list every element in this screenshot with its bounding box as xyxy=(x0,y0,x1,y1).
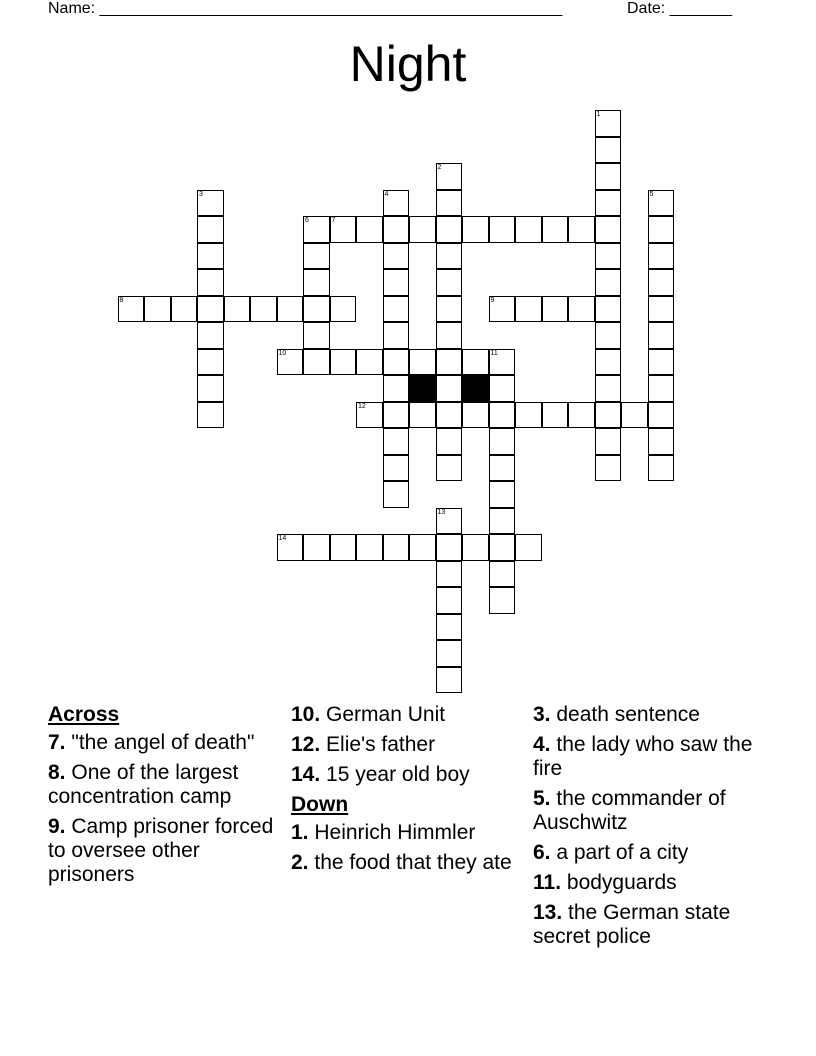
grid-cell[interactable] xyxy=(595,402,622,429)
grid-cell[interactable] xyxy=(595,110,622,137)
grid-cell[interactable] xyxy=(542,216,569,243)
grid-cell[interactable] xyxy=(197,243,224,270)
grid-cell[interactable] xyxy=(489,561,516,588)
grid-cell[interactable] xyxy=(303,216,330,243)
grid-cell[interactable] xyxy=(436,587,463,614)
grid-cell[interactable] xyxy=(542,402,569,429)
grid-cell[interactable] xyxy=(250,296,277,323)
date-field: Date: _______ xyxy=(627,0,732,17)
grid-cell[interactable] xyxy=(436,243,463,270)
grid-cell[interactable] xyxy=(171,296,198,323)
grid-cell[interactable] xyxy=(542,296,569,323)
grid-cell[interactable] xyxy=(383,269,410,296)
grid-cell[interactable] xyxy=(197,269,224,296)
grid-cell[interactable] xyxy=(383,455,410,482)
grid-cell[interactable] xyxy=(515,402,542,429)
clue-number: 6 xyxy=(305,217,309,224)
grid-cell[interactable] xyxy=(489,402,516,429)
grid-cell[interactable] xyxy=(436,322,463,349)
clue-column-1 xyxy=(48,703,288,893)
down-heading: Down xyxy=(291,793,349,816)
grid-cell[interactable] xyxy=(595,137,622,164)
clue-down-11: 11. bodyguards xyxy=(533,871,677,894)
grid-cell[interactable] xyxy=(436,455,463,482)
grid-cell[interactable] xyxy=(409,402,436,429)
grid-cell[interactable] xyxy=(489,296,516,323)
grid-cell[interactable] xyxy=(489,587,516,614)
grid-cell[interactable] xyxy=(595,243,622,270)
grid-cell[interactable] xyxy=(277,296,304,323)
clue-across-9: 9. Camp prisoner forced to oversee other prisoners xyxy=(48,815,274,886)
grid-cell[interactable] xyxy=(330,216,357,243)
grid-cell[interactable] xyxy=(436,508,463,535)
grid-cell[interactable] xyxy=(595,428,622,455)
clue-number: 4 xyxy=(384,190,389,198)
grid-cell[interactable] xyxy=(595,322,622,349)
grid-cell[interactable] xyxy=(118,296,145,323)
grid-cell[interactable] xyxy=(462,534,489,561)
grid-cell[interactable] xyxy=(621,402,648,429)
grid-cell[interactable] xyxy=(409,534,436,561)
grid-cell[interactable] xyxy=(330,534,357,561)
grid-cell[interactable] xyxy=(515,296,542,323)
grid-cell[interactable] xyxy=(383,402,410,429)
grid-cell[interactable] xyxy=(595,375,622,402)
grid-cell[interactable] xyxy=(436,667,463,694)
grid-cell[interactable] xyxy=(383,375,410,402)
clue-across-12: 12. Elie's father xyxy=(291,733,436,756)
grid-cell[interactable] xyxy=(568,402,595,429)
grid-cell[interactable] xyxy=(489,349,516,376)
grid-cell[interactable] xyxy=(197,375,224,402)
name-field: Name: ____________________________________________________ xyxy=(48,0,563,17)
grid-cell[interactable] xyxy=(648,322,675,349)
grid-cell[interactable] xyxy=(277,349,304,376)
grid-cell[interactable] xyxy=(436,269,463,296)
clue-across-10: 10. German Unit xyxy=(291,703,446,726)
grid-cell[interactable] xyxy=(436,402,463,429)
grid-cell[interactable] xyxy=(303,349,330,376)
grid-cell[interactable] xyxy=(356,402,383,429)
clue-down-4: 4. the lady who saw the fire xyxy=(533,733,753,780)
grid-cell[interactable] xyxy=(356,349,383,376)
grid-cell[interactable] xyxy=(568,216,595,243)
grid-cell[interactable] xyxy=(409,349,436,376)
grid-cell[interactable] xyxy=(462,402,489,429)
grid-cell[interactable] xyxy=(489,375,516,402)
grid-cell[interactable] xyxy=(383,296,410,323)
grid-cell[interactable] xyxy=(436,296,463,323)
grid-cell[interactable] xyxy=(515,216,542,243)
grid-cell[interactable] xyxy=(489,508,516,535)
grid-cell[interactable] xyxy=(489,455,516,482)
clue-across-14: 14. 15 year old boy xyxy=(291,763,470,786)
grid-cell[interactable] xyxy=(197,296,224,323)
grid-cell[interactable] xyxy=(648,402,675,429)
grid-cell[interactable] xyxy=(436,163,463,190)
grid-cell[interactable] xyxy=(330,349,357,376)
grid-cell[interactable] xyxy=(383,322,410,349)
grid-cell[interactable] xyxy=(595,163,622,190)
grid-cell[interactable] xyxy=(224,296,251,323)
clue-number: 3 xyxy=(199,190,203,198)
clue-number: 13 xyxy=(437,508,446,516)
clue-number: 7 xyxy=(331,217,336,224)
grid-cell[interactable] xyxy=(648,375,675,402)
grid-cell[interactable] xyxy=(383,349,410,376)
grid-cell[interactable] xyxy=(436,640,463,667)
grid-cell[interactable] xyxy=(436,216,463,243)
grid-cell[interactable] xyxy=(197,216,224,243)
grid-cell[interactable] xyxy=(383,481,410,508)
clue-down-1: 1. Heinrich Himmler xyxy=(291,821,476,844)
grid-cell[interactable] xyxy=(383,190,410,217)
clue-number: 5 xyxy=(649,190,654,198)
grid-cell[interactable] xyxy=(197,322,224,349)
across-heading: Across xyxy=(48,703,120,726)
clue-column-2 xyxy=(291,703,531,881)
clue-number: 14 xyxy=(278,535,287,542)
grid-cell[interactable] xyxy=(648,190,675,217)
clue-across-7: 7. "the angel of death" xyxy=(48,731,255,754)
clue-number: 9 xyxy=(490,296,495,304)
clue-column-3 xyxy=(533,703,773,955)
clue-number: 1 xyxy=(596,111,601,118)
clue-down-13: 13. the German state secret police xyxy=(533,901,731,948)
clue-number: 2 xyxy=(437,164,442,171)
grid-cell[interactable] xyxy=(436,534,463,561)
grid-cell[interactable] xyxy=(436,614,463,641)
grid-cell[interactable] xyxy=(595,455,622,482)
grid-cell[interactable] xyxy=(648,428,675,455)
grid-cell[interactable] xyxy=(383,216,410,243)
grid-cell[interactable] xyxy=(383,428,410,455)
grid-cell[interactable] xyxy=(648,455,675,482)
grid-cell[interactable] xyxy=(595,296,622,323)
grid-cell[interactable] xyxy=(462,216,489,243)
grid-cell[interactable] xyxy=(197,349,224,376)
clue-number: 8 xyxy=(119,296,124,304)
grid-cell[interactable] xyxy=(197,190,224,217)
grid-cell[interactable] xyxy=(568,296,595,323)
grid-cell[interactable] xyxy=(595,216,622,243)
grid-cell[interactable] xyxy=(303,322,330,349)
grid-cell[interactable] xyxy=(489,216,516,243)
grid-cell[interactable] xyxy=(436,561,463,588)
grid-cell[interactable] xyxy=(277,534,304,561)
grid-cell[interactable] xyxy=(383,243,410,270)
grid-cell[interactable] xyxy=(356,534,383,561)
page-title: Night xyxy=(349,36,467,92)
grid-cell[interactable] xyxy=(436,190,463,217)
clue-number: 10 xyxy=(278,349,287,357)
clue-number: 11 xyxy=(490,349,498,357)
grid-cell[interactable] xyxy=(595,190,622,217)
clue-down-2: 2. the food that they ate xyxy=(291,851,512,874)
grid-cell[interactable] xyxy=(436,375,463,402)
grid-cell[interactable] xyxy=(489,428,516,455)
grid-cell[interactable] xyxy=(595,269,622,296)
grid-cell[interactable] xyxy=(515,534,542,561)
grid-block xyxy=(409,375,436,402)
grid-cell[interactable] xyxy=(648,296,675,323)
grid-cell[interactable] xyxy=(330,296,357,323)
clue-down-6: 6. a part of a city xyxy=(533,841,689,864)
grid-cell[interactable] xyxy=(383,534,410,561)
grid-cell[interactable] xyxy=(648,243,675,270)
grid-block xyxy=(462,375,489,402)
grid-cell[interactable] xyxy=(144,296,171,323)
grid-cell[interactable] xyxy=(303,534,330,561)
grid-cell[interactable] xyxy=(197,402,224,429)
grid-cell[interactable] xyxy=(595,349,622,376)
grid-cell[interactable] xyxy=(356,216,383,243)
grid-cell[interactable] xyxy=(648,349,675,376)
grid-cell[interactable] xyxy=(489,481,516,508)
grid-cell[interactable] xyxy=(303,269,330,296)
clue-down-3: 3. death sentence xyxy=(533,703,700,726)
grid-cell[interactable] xyxy=(303,243,330,270)
clue-down-5: 5. the commander of Auschwitz xyxy=(533,787,726,834)
grid-cell[interactable] xyxy=(648,216,675,243)
grid-cell[interactable] xyxy=(303,296,330,323)
clue-across-8: 8. One of the largest concentration camp xyxy=(48,761,239,808)
grid-cell[interactable] xyxy=(489,534,516,561)
grid-cell[interactable] xyxy=(462,349,489,376)
grid-cell[interactable] xyxy=(436,349,463,376)
grid-cell[interactable] xyxy=(436,428,463,455)
grid-cell[interactable] xyxy=(409,216,436,243)
grid-cell[interactable] xyxy=(648,269,675,296)
clue-number: 12 xyxy=(358,402,366,410)
